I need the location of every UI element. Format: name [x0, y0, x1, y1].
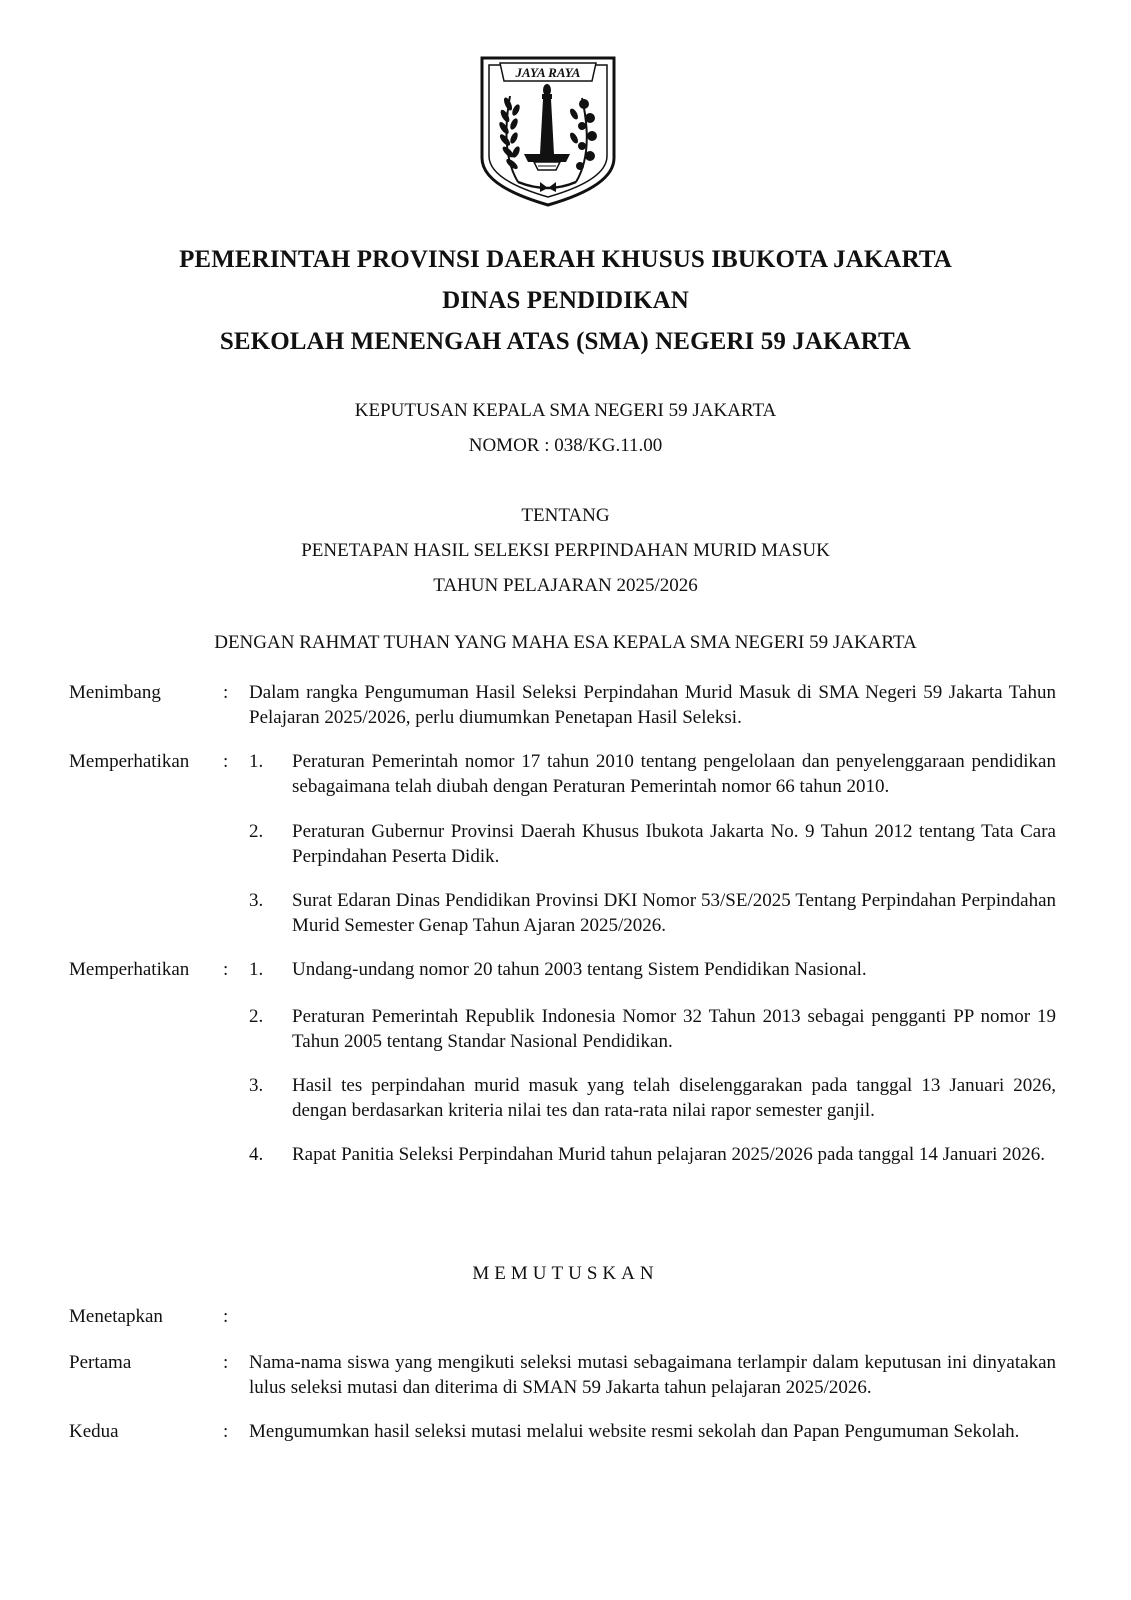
memperhatikan-1-colon: : [223, 751, 229, 772]
list-item-number: 3. [249, 1075, 264, 1096]
menimbang-text: Dalam rangka Pengumuman Hasil Seleksi Perpindahan Murid Masuk di SMA Negeri 59 Jakarta Tahun Pelajaran 2025/2026, perlu diumumkan Penetapan Hasil Seleksi. [249, 682, 1056, 728]
menetapkan-label: Menetapkan [69, 1306, 163, 1327]
header-government: PEMERINTAH PROVINSI DAERAH KHUSUS IBUKOTA JAKARTA [179, 246, 952, 273]
decree-title: KEPUTUSAN KEPALA SMA NEGERI 59 JAKARTA [354, 400, 777, 421]
list-item-text: Surat Edaran Dinas Pendidikan Provinsi DKI Nomor 53/SE/2025 Tentang Perpindahan Perpindahan Murid Semester Genap Tahun Ajaran 2025/2026. [292, 890, 1056, 936]
pertama-text: Nama-nama siswa yang mengikuti seleksi mutasi sebagaimana terlampir dalam keputusan ini dinyatakan lulus seleksi mutasi dan diterima di SMAN 59 Jakarta tahun pelajaran 2025/2026. [249, 1352, 1056, 1398]
pertama-colon: : [223, 1352, 229, 1373]
kedua-label: Kedua [69, 1421, 119, 1442]
list-item-number: 3. [249, 890, 264, 911]
list-item-text: Hasil tes perpindahan murid masuk yang telah diselenggarakan pada tanggal 13 Januari 2026, dengan berdasarkan kriteria nilai tes dan rata-rata nilai rapor semester ganjil. [292, 1075, 1056, 1121]
decree-number: NOMOR : 038/KG.11.00 [468, 435, 663, 456]
list-item-text: Peraturan Pemerintah nomor 17 tahun 2010 tentang pengelolaan dan penyelenggaraan pendidikan sebagaimana telah diubah dengan Peraturan Pemerintah nomor 66 tahun 2010. [292, 751, 1056, 797]
memperhatikan-2-label: Memperhatikan [69, 959, 190, 980]
list-item-text: Peraturan Pemerintah Republik Indonesia Nomor 32 Tahun 2013 sebagai pengganti PP nomor 19 Tahun 2005 tentang Standar Nasional Pendidikan. [292, 1006, 1056, 1052]
menetapkan-colon: : [223, 1306, 229, 1327]
decree-subject-line1: PENETAPAN HASIL SELEKSI PERPINDAHAN MURID MASUK [301, 540, 830, 561]
decree-subject-line2: TAHUN PELAJARAN 2025/2026 [433, 575, 698, 596]
menimbang-label: Menimbang [69, 682, 161, 703]
list-item-text: Rapat Panitia Seleksi Perpindahan Murid tahun pelajaran 2025/2026 pada tanggal 14 Januari 2026. [292, 1144, 1045, 1165]
header-school: SEKOLAH MENENGAH ATAS (SMA) NEGERI 59 JAKARTA [219, 328, 912, 355]
memutuskan-heading: MEMUTUSKAN [472, 1263, 659, 1284]
list-item-text: Peraturan Gubernur Provinsi Daerah Khusus Ibukota Jakarta No. 9 Tahun 2012 tentang Tata Cara Perpindahan Peserta Didik. [292, 821, 1056, 867]
memperhatikan-1-label: Memperhatikan [69, 751, 190, 772]
list-item-number: 1. [249, 959, 264, 980]
list-item-number: 4. [249, 1144, 264, 1165]
svg-text:JAYA RAYA: JAYA RAYA [515, 65, 581, 80]
pertama-label: Pertama [69, 1352, 132, 1373]
kedua-colon: : [223, 1421, 229, 1442]
decree-preamble: DENGAN RAHMAT TUHAN YANG MAHA ESA KEPALA SMA NEGERI 59 JAKARTA [214, 632, 917, 653]
list-item-number: 1. [249, 751, 264, 772]
decree-about: TENTANG [521, 505, 610, 526]
emblem-shield-icon [478, 54, 618, 208]
menimbang-colon: : [223, 682, 229, 703]
jakarta-emblem [478, 54, 618, 208]
header-department: DINAS PENDIDIKAN [442, 287, 689, 314]
list-item-number: 2. [249, 1006, 264, 1027]
list-item-text: Undang-undang nomor 20 tahun 2003 tentang Sistem Pendidikan Nasional. [292, 959, 867, 980]
kedua-text: Mengumumkan hasil seleksi mutasi melalui website resmi sekolah dan Papan Pengumuman Sekolah. [249, 1421, 1020, 1442]
list-item-number: 2. [249, 821, 264, 842]
memperhatikan-2-colon: : [223, 959, 229, 980]
